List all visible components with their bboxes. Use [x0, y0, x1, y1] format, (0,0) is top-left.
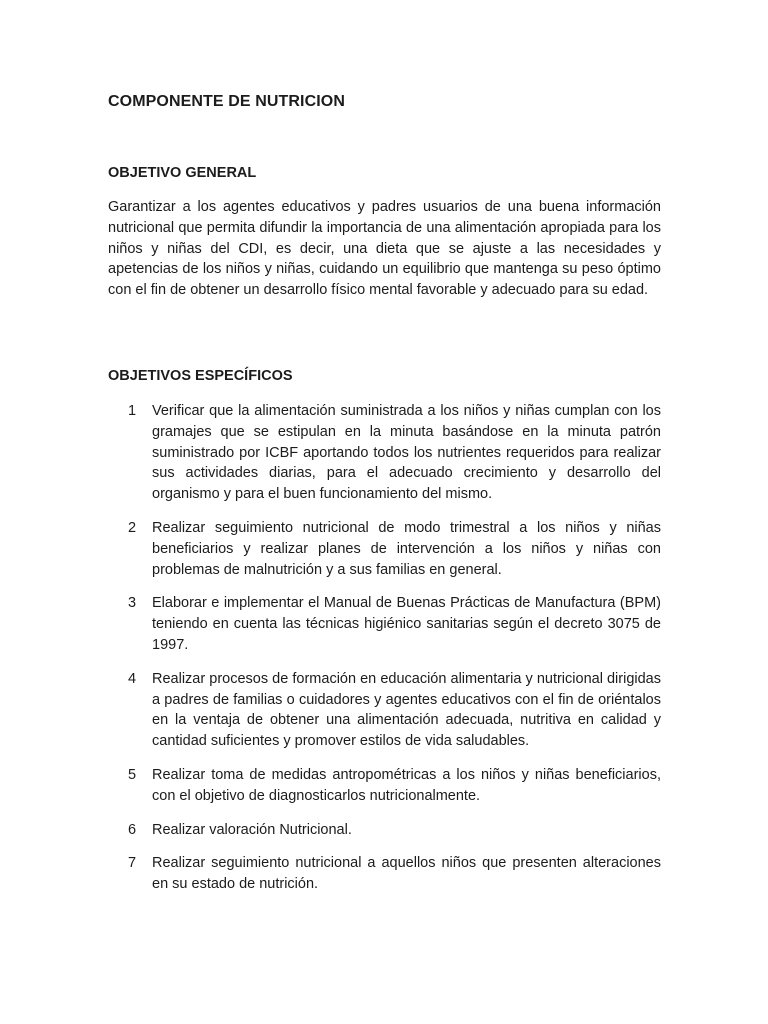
objective-number: 2 — [128, 519, 137, 536]
objective-number: 7 — [128, 855, 137, 872]
document-title: COMPONENTE DE NUTRICION — [108, 93, 345, 110]
objective-number: 4 — [128, 670, 137, 687]
specific-objectives-list — [108, 401, 661, 908]
specific-objectives-heading: OBJETIVOS ESPECÍFICOS — [108, 368, 293, 384]
objective-number: 6 — [128, 821, 137, 838]
objective-text: Verificar que la alimentación suministrada a los niños y niñas cumplan con los gramajes que se estipulan en la minuta basándose en la minuta patrón suministrado por ICBF aportando todos los nutrientes requeridos para realizar sus actividades diarias, para el adecuado crecimiento y desarrollo del organismo y para el buen funcionamiento del mismo. — [152, 403, 661, 503]
objective-item — [108, 518, 661, 580]
objective-text: Realizar procesos de formación en educación alimentaria y nutricional dirigidas a padres de familias o cuidadores y agentes educativos con el fin de oriéntalos en la ventaja de obtener una alimentación adecuada, nutritiva en calidad y cantidad suficientes y promover estilos de vida saludables. — [152, 670, 661, 750]
objective-number: 5 — [128, 766, 137, 783]
general-objective-heading: OBJETIVO GENERAL — [108, 165, 257, 181]
objective-text: Realizar seguimiento nutricional de modo trimestral a los niños y niñas beneficiarios y realizar planes de intervención a los niños y niñas con problemas de malnutrición y a sus familias en general. — [152, 519, 661, 578]
objective-item — [108, 820, 661, 841]
objective-item — [108, 669, 661, 752]
objective-text: Realizar seguimiento nutricional a aquellos niños que presenten alteraciones en su estado de nutrición. — [152, 855, 661, 893]
general-objective-paragraph: Garantizar a los agentes educativos y padres usuarios de una buena información nutricional que permita difundir la importancia de una alimentación apropiada para los niños y niñas del CDI, es decir, una dieta que se ajuste a las necesidades y apetencias de los niños y niñas, cuidando un equilibrio que mantenga su peso óptimo con el fin de obtener un desarrollo físico mental favorable y adecuado para su edad. — [108, 199, 661, 299]
objective-item — [108, 765, 661, 807]
objective-text: Elaborar e implementar el Manual de Buenas Prácticas de Manufactura (BPM) teniendo en cuenta las técnicas higiénico sanitarias según el decreto 3075 de 1997. — [152, 595, 661, 653]
objective-text: Realizar toma de medidas antropométricas a los niños y niñas beneficiarios, con el objetivo de diagnosticarlos nutricionalmente. — [152, 766, 661, 804]
objective-text: Realizar valoración Nutricional. — [152, 821, 352, 838]
objective-item — [108, 593, 661, 655]
objective-number: 3 — [128, 595, 137, 612]
objective-item — [108, 401, 661, 505]
objective-item — [108, 853, 661, 895]
objective-number: 1 — [128, 403, 137, 419]
